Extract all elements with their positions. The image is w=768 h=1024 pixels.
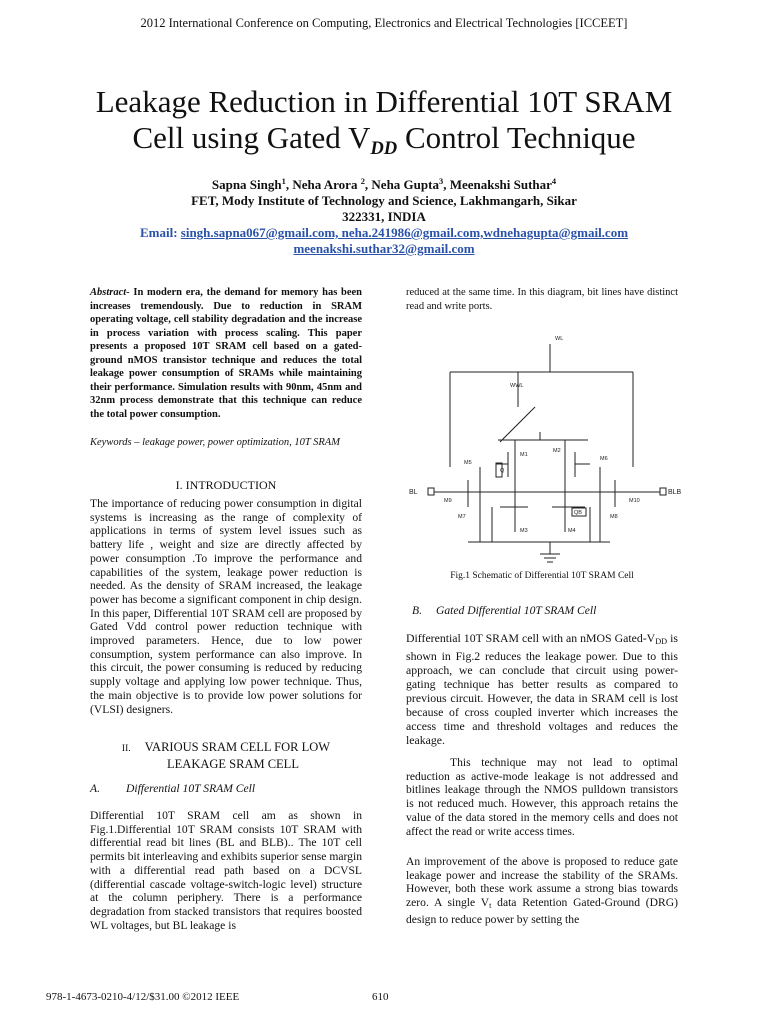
- email-label: Email:: [139, 225, 178, 240]
- conference-header: 2012 International Conference on Computing, Electronics and Electrical Technologies [ICCEET]: [140, 16, 628, 30]
- label-m7: M7: [458, 514, 466, 520]
- email-block: [40, 225, 728, 257]
- label-blb: BLB: [668, 489, 682, 496]
- abstract: [90, 286, 362, 421]
- author-3: Neha Gupta$^3$: [371, 176, 444, 192]
- wordline-diagonal: [500, 407, 535, 442]
- label-q: Q: [500, 468, 505, 474]
- section-2-heading: II. VARIOUS SRAM CELL FOR LOW LEAKAGE SRAM CELL: [121, 740, 331, 771]
- abstract-text: In modern era, the demand for memory has been increases tremendously. Due to reduction in SRAM operating voltage, cell stability degradation and the increase in process variation with process scaling. This paper presents a proposed 10T SRAM cell based on a gated-ground nMOS transistor technique and reduces the total leakage power consumption of SRAMs while maintaining their performance. Simulation results with 90nm, 45nm and 32nm process demonstrate that this technique can reduce the total power consumption.: [90, 287, 362, 420]
- bl-terminal: [428, 488, 434, 495]
- label-m6: M6: [600, 456, 608, 462]
- figure-1-schematic: [400, 332, 690, 568]
- pin-country: 322331, INDIA: [342, 209, 426, 224]
- subsection-a-heading: A. Differential 10T SRAM Cell: [90, 782, 256, 795]
- email-link-2[interactable]: meenakshi.suthar32@gmail.com: [293, 241, 475, 256]
- label-m1: M1: [520, 452, 528, 458]
- isbn-footer: 978-1-4673-0210-4/12/$31.00 ©2012 IEEE: [46, 991, 240, 1003]
- keywords: Keywords – leakage power, power optimization, 10T SRAM: [90, 437, 340, 448]
- label-m2: M2: [553, 448, 561, 454]
- author-block: [40, 173, 728, 225]
- right-top-paragraph: reduced at the same time. In this diagram, bit lines have distinct read and write ports.: [406, 287, 678, 312]
- label-m3: M3: [520, 528, 528, 534]
- author-2: Neha Arora $^2$: [292, 176, 365, 192]
- label-m4: M4: [568, 528, 576, 534]
- paper-title: [40, 84, 728, 167]
- section-1-heading: I. INTRODUCTION: [175, 478, 277, 492]
- subsection-b-paragraph-2: This technique may not lead to optimal reduction as active-mode leakage is not addressed and bitlines leakage through the NMOS pulldown transistors is not reduced much. However, this approach retains the value of the data stored in the memory cells and does not affect the read or write access times.: [406, 756, 678, 838]
- label-m10: M10: [629, 498, 640, 504]
- label-wwl: WWL: [510, 383, 524, 389]
- label-m9: M9: [444, 498, 452, 504]
- subsection-b-paragraph-3: An improvement of the above is proposed to reduce gate leakage power and increase the stability of the SRAMs. However, both these work assume a strong bias towards zero. A single $V_t$ data Retention Gated-Ground (DRG) design to reduce power by setting the: [406, 855, 678, 926]
- abstract-label: Abstract-: [90, 287, 130, 298]
- subsection-b-paragraph-1: Differential 10T SRAM cell with an nMOS Gated-$V_{DD}$ is shown in Fig.2 reduces the leakage power. Due to this approach, we can conclude that circuit using power-gating technique has better results as compared to previous circuit. However, the data in SRAM cell is lost because of cross coupled inverter which increases the access time and threshold voltages and reduces the leakage.: [406, 631, 678, 747]
- figure-1-caption: Fig.1 Schematic of Differential 10T SRAM Cell: [450, 571, 634, 581]
- blb-terminal: [660, 488, 666, 495]
- page-number: 610: [372, 991, 389, 1003]
- title-line-2: Cell using Gated $V_{DD}$ Control Technique: [132, 120, 636, 159]
- label-wl: WL: [555, 336, 564, 342]
- title-line-1: Leakage Reduction in Differential 10T SRAM: [95, 84, 673, 119]
- author-4: Meenakshi Suthar$^4$: [449, 176, 557, 192]
- label-qb: QB: [574, 510, 582, 516]
- label-m5: M5: [464, 460, 472, 466]
- subsection-b-heading: B. Gated Differential 10T SRAM Cell: [412, 604, 597, 617]
- intro-paragraph: The importance of reducing power consumption in digital systems is increasing as the range of complexity of applications in terms of system level issues such as battery life , weight and size are directly affected by power consumption .To improve the performance and capabilities of the system, leakage power reduction is needed. As the density of SRAM increased, the leakage power has become a significant component in chip design. In this paper, Differential 10T SRAM cell are proposed by Gated Vdd control power reduction technique with improved parameters. Hence, due to low power consumption, system performance can also improve. In this circuit, the power consuming is reduced by reducing supply voltage and applying low power technique. Thus, the main objective is to provide low power solutions for (VLSI) designers.: [90, 497, 362, 716]
- label-m8: M8: [610, 514, 618, 520]
- label-bl: BL: [409, 489, 418, 496]
- email-link-1[interactable]: singh.sapna067@gmail.com, neha.241986@gmail.com,wdnehagupta@gmail.com: [180, 225, 629, 240]
- subsection-a-paragraph: Differential 10T SRAM cell am as shown in Fig.1.Differential 10T SRAM consists 10T SRAM with differential read bit lines (BL and BLB).. The 10T cell permits bit interleaving and exhibits superior sense margin with a differential read path based on a DCVSL (differential cascade voltage-switch-logic level) structure at the column periphery. There is a performance degradation from stacked transistors that requires boosted WL voltages, but BL leakage is: [90, 809, 362, 932]
- author-1: Sapna Singh$^1$: [211, 176, 286, 192]
- affiliation: FET, Mody Institute of Technology and Science, Lakhmangarh, Sikar: [191, 193, 577, 208]
- author-names: Sapna Singh$^1$, Neha Arora $^2$, Neha Gupta$^3$, Meenakshi Suthar$^4$: [211, 176, 557, 192]
